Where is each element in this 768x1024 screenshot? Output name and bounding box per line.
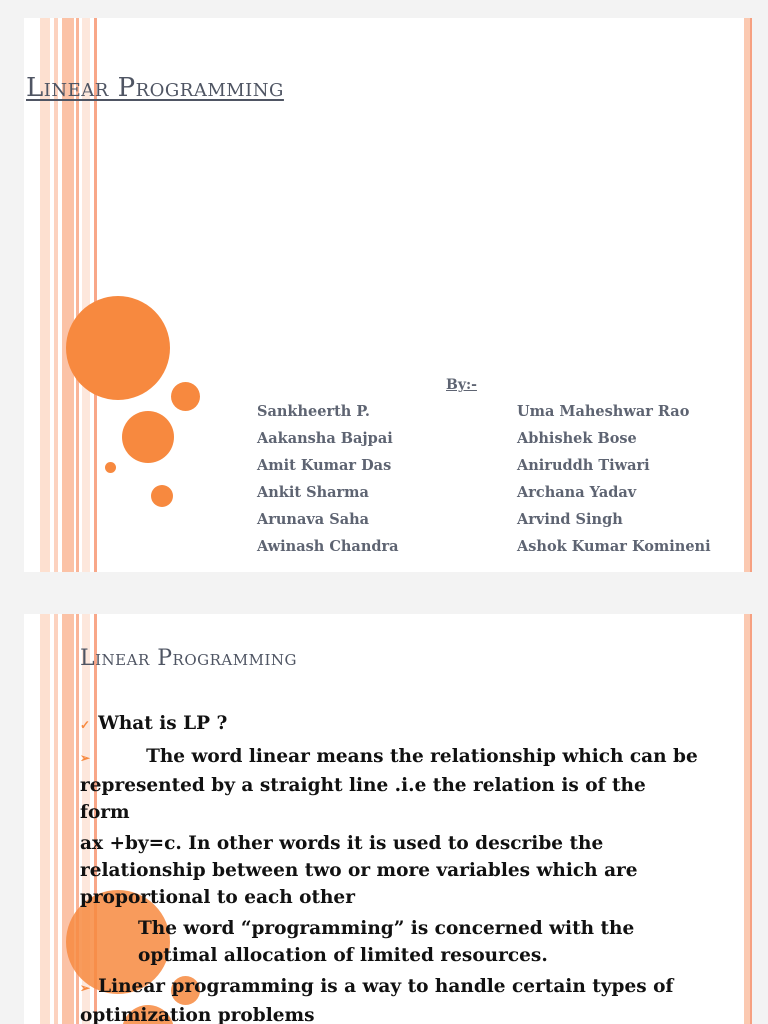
- author-name: Sankheerth P.: [257, 403, 370, 420]
- author-name: Arunava Saha: [257, 511, 370, 528]
- author-name: Arvind Singh: [517, 511, 623, 528]
- slide-body: [80, 710, 700, 1024]
- author-name: Ankit Sharma: [257, 484, 369, 501]
- decor-stripe: [40, 614, 50, 1024]
- paragraph: [80, 973, 700, 1024]
- decor-circle: [66, 296, 170, 400]
- check-icon: ✓: [80, 718, 91, 732]
- decor-stripe: [54, 614, 58, 1024]
- arrow-bullet-icon: ➢: [80, 981, 91, 995]
- slide-heading: Linear Programming: [80, 646, 297, 671]
- paragraph-text: Linear programming is a way to handle certain types of optimization problems: [80, 976, 674, 1024]
- decor-stripe: [750, 614, 752, 1024]
- by-label: By:-: [446, 377, 477, 393]
- decor-stripe: [750, 18, 752, 572]
- question-line: [80, 710, 700, 739]
- author-name: Archana Yadav: [517, 484, 637, 501]
- decor-circle: [122, 411, 174, 463]
- paragraph: ax +by=c. In other words it is used to describe the relationship between two or more variables which are proportional to each other: [80, 833, 638, 908]
- author-name: Aniruddh Tiwari: [517, 457, 650, 474]
- author-name: Ashok Kumar Komineni: [517, 538, 711, 555]
- author-name: Abhishek Bose: [517, 430, 637, 447]
- decor-circle: [151, 485, 173, 507]
- decor-circle: [105, 462, 116, 473]
- author-name: Uma Maheshwar Rao: [517, 403, 690, 420]
- author-name: Aakansha Bajpai: [257, 430, 393, 447]
- paragraph: [80, 743, 700, 826]
- author-list-right: [517, 398, 711, 560]
- paragraph-text: The word linear means the relationship which can be represented by a straight line .i.e the relation is of the form: [80, 746, 698, 823]
- slide-what-is-lp: [24, 614, 752, 1024]
- paragraph: The word “programming” is concerned with the optimal allocation of limited resources.: [138, 918, 635, 966]
- author-list-left: [257, 398, 399, 560]
- author-name: Amit Kumar Das: [257, 457, 392, 474]
- decor-circle: [171, 382, 200, 411]
- slide-title-heading: Linear Programming: [26, 73, 284, 103]
- slide-title: [24, 18, 752, 572]
- arrow-bullet-icon: ➢: [80, 751, 91, 765]
- author-name: Awinash Chandra: [257, 538, 399, 555]
- question-text: What is LP ?: [98, 713, 228, 734]
